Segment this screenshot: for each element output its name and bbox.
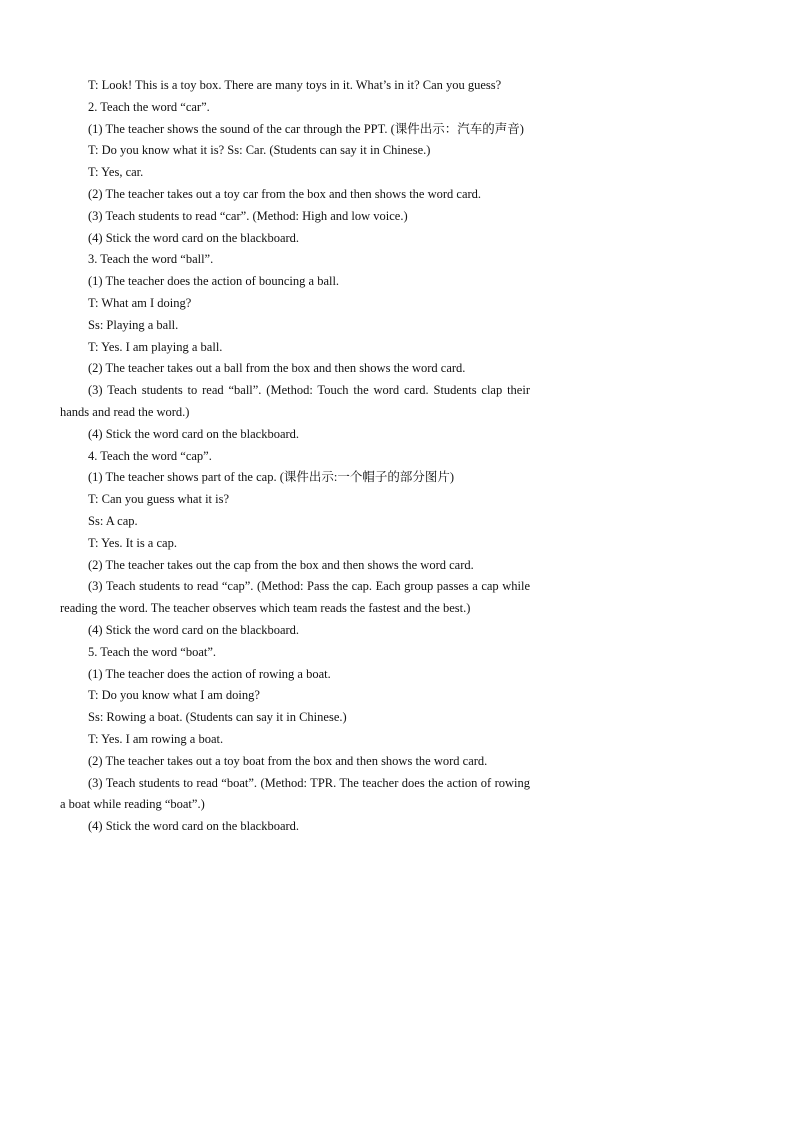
paragraph: (1) The teacher shows the sound of the car through the PPT. (课件出示：汽车的声音) [88,121,524,136]
paragraph: T: Yes. It is a cap. [88,535,177,550]
document-body [60,75,530,838]
paragraph: (3) Teach students to read “cap”. (Method: Pass the cap. Each group passes a cap while reading the word. The teacher observes which team reads the fastest and the best.) [60,579,530,616]
paragraph: Ss: Rowing a boat. (Students can say it in Chinese.) [88,710,347,725]
paragraph: T: Look! This is a toy box. There are many toys in it. What’s in it? Can you guess? [88,78,502,92]
paragraph: T: Yes, car. [88,165,144,180]
paragraph: T: Yes. I am rowing a boat. [88,731,224,746]
paragraph: 2. Teach the word “car”. [88,99,210,114]
paragraph: T: Do you know what I am doing? [88,688,260,703]
paragraph: (1) The teacher shows part of the cap. (课件出示:一个帽子的部分图片) [88,470,455,485]
paragraph: (2) The teacher takes out a toy car from the box and then shows the word card. [88,186,482,201]
paragraph: (3) Teach students to read “boat”. (Method: TPR. The teacher does the action of rowing a boat while reading “boat”.) [60,775,530,812]
paragraph: (2) The teacher takes out a toy boat from the box and then shows the word card. [88,753,488,768]
paragraph: (4) Stick the word card on the blackboard. [88,230,300,245]
paragraph: (3) Teach students to read “ball”. (Method: Touch the word card. Students clap their hands and read the word.) [60,383,530,419]
paragraph: Ss: Playing a ball. [88,317,179,332]
paragraph: (4) Stick the word card on the blackboard. [88,622,300,637]
paragraph: Ss: A cap. [88,513,138,528]
paragraph: T: Do you know what it is? Ss: Car. (Students can say it in Chinese.) [88,143,431,158]
paragraph: T: Can you guess what it is? [88,492,230,507]
paragraph: (4) Stick the word card on the blackboard. [88,819,300,834]
paragraph: (2) The teacher takes out the cap from the box and then shows the word card. [88,557,474,572]
paragraph: (4) Stick the word card on the blackboard. [88,426,300,441]
paragraph: T: What am I doing? [88,295,192,310]
paragraph: 4. Teach the word “cap”. [88,448,212,463]
paragraph: (1) The teacher does the action of bouncing a ball. [88,274,340,289]
paragraph: 5. Teach the word “boat”. [88,644,217,659]
paragraph: (2) The teacher takes out a ball from the box and then shows the word card. [88,361,466,376]
paragraph: T: Yes. I am playing a ball. [88,339,223,354]
paragraph: (1) The teacher does the action of rowing a boat. [88,666,331,681]
paragraph: (3) Teach students to read “car”. (Method: High and low voice.) [88,208,408,223]
paragraph: 3. Teach the word “ball”. [88,252,214,267]
